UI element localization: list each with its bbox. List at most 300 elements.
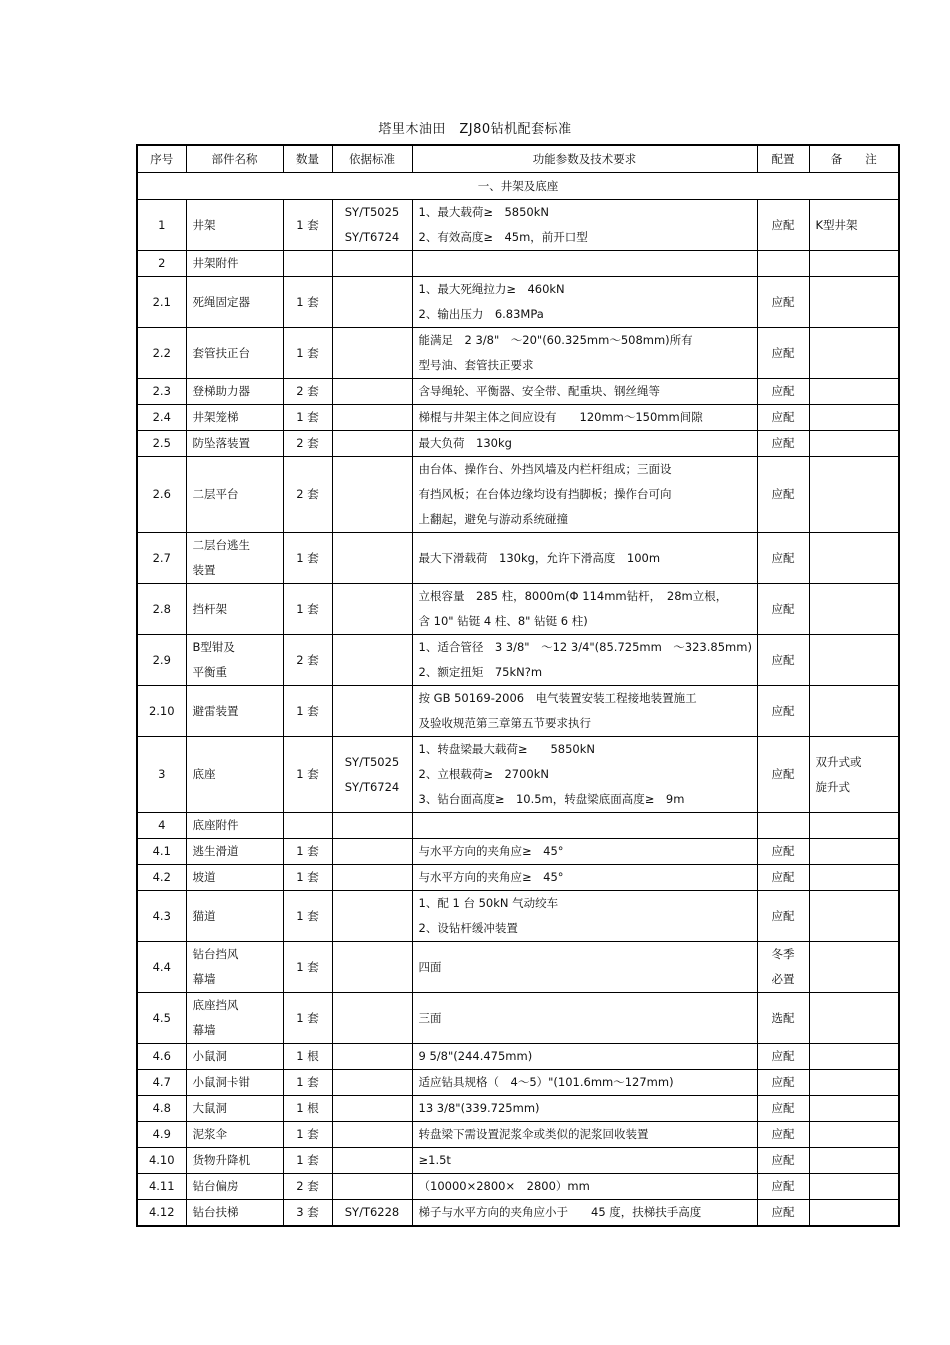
remarks [809, 379, 899, 405]
technical-requirements [412, 584, 757, 635]
table-row [137, 405, 899, 431]
part-name-line: 钻台偏房 [192, 1179, 239, 1193]
technical-requirements-line: 1、转盘梁最大载荷≥ 5850kN [418, 742, 595, 756]
section-row [137, 173, 899, 200]
standard [332, 813, 412, 839]
technical-requirements-line: 1、适合管径 3 3/8" ～12 3/4"(85.725mm ～323.85mm) [418, 640, 752, 654]
part-name-line: 避雷装置 [192, 703, 239, 718]
configuration [757, 942, 809, 993]
configuration [757, 251, 809, 277]
section-title: 一、井架及底座 [137, 173, 899, 200]
technical-requirements [412, 891, 757, 942]
configuration [757, 737, 809, 813]
table-row [137, 686, 899, 737]
configuration-line: 应配 [771, 550, 795, 565]
configuration [757, 813, 809, 839]
remarks [809, 635, 899, 686]
technical-requirements-line: 三面 [418, 1010, 442, 1025]
technical-requirements [412, 405, 757, 431]
configuration-line: 应配 [771, 844, 795, 858]
part-name [186, 1148, 283, 1174]
configuration-line: 应配 [771, 1075, 795, 1089]
part-name-line: 井架附件 [192, 256, 239, 270]
quantity: 1 套 [283, 405, 332, 431]
row-number: 2.1 [137, 277, 186, 328]
quantity: 1 套 [283, 1070, 332, 1096]
standard [332, 942, 412, 993]
quantity: 2 套 [283, 635, 332, 686]
technical-requirements [412, 533, 757, 584]
technical-requirements [412, 813, 757, 839]
technical-requirements-line: 2、输出压力 6.83MPa [418, 307, 544, 321]
header-part-name: 部件名称 [186, 145, 283, 173]
remarks [809, 1148, 899, 1174]
row-number: 2 [137, 251, 186, 277]
part-name [186, 200, 283, 251]
configuration-line: 应配 [771, 384, 795, 398]
technical-requirements-line: 梯棍与井架主体之间应设有 120mm～150mm间隙 [418, 410, 703, 424]
remarks-line: 旋升式 [815, 779, 850, 794]
configuration [757, 277, 809, 328]
technical-requirements-line: 能满足 2 3/8" ～20"(60.325mm～508mm)所有 [418, 333, 693, 347]
remarks [809, 431, 899, 457]
configuration [757, 1044, 809, 1070]
row-number: 2.7 [137, 533, 186, 584]
part-name [186, 686, 283, 737]
table-row [137, 328, 899, 379]
part-name [186, 813, 283, 839]
part-name-line: 货物升降机 [192, 1153, 250, 1167]
row-number: 2.5 [137, 431, 186, 457]
remarks [809, 405, 899, 431]
table-row [137, 457, 899, 533]
standard-line: SY/T6228 [344, 1205, 400, 1219]
technical-requirements [412, 431, 757, 457]
quantity: 1 根 [283, 1044, 332, 1070]
configuration-line: 应配 [771, 345, 795, 360]
remarks [809, 251, 899, 277]
table-row [137, 251, 899, 277]
configuration [757, 1174, 809, 1200]
remarks [809, 737, 899, 813]
technical-requirements-line: 2、设钻杆缓冲装置 [418, 921, 518, 935]
technical-requirements-line: 含 10" 钻铤 4 柱、8" 钻铤 6 柱) [418, 614, 588, 628]
row-number: 4.5 [137, 993, 186, 1044]
row-number: 4.4 [137, 942, 186, 993]
technical-requirements-line: 9 5/8"(244.475mm) [418, 1049, 533, 1063]
technical-requirements [412, 457, 757, 533]
row-number: 2.2 [137, 328, 186, 379]
configuration-line: 应配 [771, 1153, 795, 1167]
configuration-line: 应配 [771, 1127, 795, 1141]
technical-requirements-line: 转盘梁下需设置泥浆伞或类似的泥浆回收装置 [418, 1127, 649, 1141]
part-name [186, 1044, 283, 1070]
part-name-line: 小鼠洞卡钳 [192, 1075, 250, 1089]
table-row [137, 839, 899, 865]
technical-requirements-line: 立根容量 285 柱，8000m(Φ 114mm钻杆， 28m立根， [418, 589, 728, 603]
header-no: 序号 [137, 145, 186, 173]
quantity: 2 套 [283, 1174, 332, 1200]
part-name [186, 891, 283, 942]
remarks [809, 1174, 899, 1200]
configuration-line: 应配 [771, 410, 795, 424]
standard [332, 1122, 412, 1148]
table-row [137, 533, 899, 584]
technical-requirements [412, 1148, 757, 1174]
configuration-line: 应配 [771, 436, 795, 450]
table-row [137, 277, 899, 328]
row-number: 4.10 [137, 1148, 186, 1174]
table-row [137, 1044, 899, 1070]
standard [332, 993, 412, 1044]
part-name-line: 底座附件 [192, 818, 239, 832]
part-name-line: 二层台逃生 [192, 538, 250, 552]
part-name-line: 套管扶正台 [192, 345, 250, 360]
standard [332, 891, 412, 942]
part-name [186, 379, 283, 405]
configuration-line: 应配 [771, 217, 795, 232]
quantity: 1 套 [283, 942, 332, 993]
part-name-line: 幕墙 [192, 1023, 216, 1037]
technical-requirements [412, 942, 757, 993]
technical-requirements [412, 251, 757, 277]
technical-requirements [412, 686, 757, 737]
part-name [186, 431, 283, 457]
technical-requirements [412, 635, 757, 686]
technical-requirements [412, 1200, 757, 1227]
configuration [757, 635, 809, 686]
part-name-line: 大鼠洞 [192, 1101, 227, 1115]
part-name [186, 533, 283, 584]
spec-table [136, 144, 900, 1227]
quantity [283, 813, 332, 839]
technical-requirements-line: 型号油、套管扶正要求 [418, 358, 534, 372]
part-name [186, 277, 283, 328]
technical-requirements-line: 上翻起，避免与游动系统碰撞 [418, 512, 568, 526]
part-name [186, 457, 283, 533]
technical-requirements [412, 839, 757, 865]
part-name [186, 942, 283, 993]
part-name-line: 井架笼梯 [192, 410, 239, 424]
standard [332, 405, 412, 431]
part-name [186, 865, 283, 891]
technical-requirements [412, 1070, 757, 1096]
remarks-line: K型井架 [815, 217, 858, 232]
part-name [186, 993, 283, 1044]
technical-requirements [412, 865, 757, 891]
table-row [137, 737, 899, 813]
part-name-line: 井架 [192, 217, 216, 232]
part-name-line: 死绳固定器 [192, 294, 250, 309]
remarks [809, 1096, 899, 1122]
quantity: 1 套 [283, 839, 332, 865]
technical-requirements-line: 最大负荷 130kg [418, 436, 512, 450]
part-name-line: 幕墙 [192, 972, 216, 986]
technical-requirements-line: 适应钻具规格（ 4～5）"(101.6mm～127mm) [418, 1075, 674, 1089]
part-name-line: 底座 [192, 767, 216, 781]
part-name [186, 839, 283, 865]
configuration-line: 应配 [771, 767, 795, 781]
document-title: 塔里木油田 ZJ80钻机配套标准 [378, 122, 572, 137]
technical-requirements-line: 与水平方向的夹角应≥ 45° [418, 870, 564, 884]
header-configuration: 配置 [757, 145, 809, 173]
table-row [137, 200, 899, 251]
technical-requirements-line: 2、有效高度≥ 45m，前开口型 [418, 230, 588, 244]
technical-requirements-line: 含导绳轮、平衡器、安全带、配重块、钢丝绳等 [418, 384, 660, 398]
technical-requirements-line: 1、配 1 台 50kN 气动绞车 [418, 896, 559, 910]
standard [332, 1174, 412, 1200]
part-name-line: 小鼠洞 [192, 1049, 227, 1063]
configuration [757, 686, 809, 737]
part-name [186, 1200, 283, 1227]
quantity: 1 套 [283, 1122, 332, 1148]
part-name-line: 钻台扶梯 [192, 1205, 239, 1219]
quantity [283, 251, 332, 277]
technical-requirements-line: 梯子与水平方向的夹角应小于 45 度，扶梯扶手高度 [418, 1205, 702, 1219]
row-number: 1 [137, 200, 186, 251]
part-name-line: 逃生滑道 [192, 844, 239, 858]
part-name [186, 737, 283, 813]
configuration-line: 应配 [771, 908, 795, 923]
remarks [809, 686, 899, 737]
part-name [186, 635, 283, 686]
part-name-line: 防坠落装置 [192, 436, 250, 450]
quantity: 1 套 [283, 584, 332, 635]
technical-requirements-line: 1、最大死绳拉力≥ 460kN [418, 282, 565, 296]
quantity: 1 套 [283, 891, 332, 942]
row-number: 2.9 [137, 635, 186, 686]
technical-requirements-line: 由台体、操作台、外挡风墙及内栏杆组成；三面设 [418, 462, 672, 476]
remarks [809, 942, 899, 993]
table-row [137, 379, 899, 405]
configuration-line: 应配 [771, 1205, 795, 1219]
standard-line: SY/T6724 [344, 779, 400, 794]
part-name-line: 泥浆伞 [192, 1127, 227, 1141]
table-header-row [137, 145, 899, 173]
configuration-line: 应配 [771, 1049, 795, 1063]
row-number: 2.4 [137, 405, 186, 431]
configuration-line: 应配 [771, 870, 795, 884]
technical-requirements-line: 四面 [418, 959, 442, 974]
standard-line: SY/T5025 [344, 754, 400, 769]
standard [332, 533, 412, 584]
configuration [757, 839, 809, 865]
technical-requirements [412, 1044, 757, 1070]
technical-requirements-line: 2、立根载荷≥ 2700kN [418, 767, 549, 781]
quantity: 1 根 [283, 1096, 332, 1122]
table-row [137, 865, 899, 891]
configuration [757, 533, 809, 584]
quantity: 1 套 [283, 1148, 332, 1174]
technical-requirements [412, 277, 757, 328]
technical-requirements-line: 13 3/8"(339.725mm) [418, 1101, 540, 1115]
quantity: 2 套 [283, 431, 332, 457]
quantity: 2 套 [283, 379, 332, 405]
standard-line: SY/T5025 [344, 205, 400, 219]
configuration [757, 200, 809, 251]
part-name-line: 钻台挡风 [192, 947, 239, 961]
part-name [186, 328, 283, 379]
table-row [137, 942, 899, 993]
configuration [757, 457, 809, 533]
row-number: 4.7 [137, 1070, 186, 1096]
row-number: 2.10 [137, 686, 186, 737]
quantity: 1 套 [283, 993, 332, 1044]
configuration-line: 应配 [771, 1179, 795, 1193]
configuration-line: 选配 [771, 1010, 795, 1025]
table-row [137, 584, 899, 635]
standard [332, 457, 412, 533]
row-number: 2.8 [137, 584, 186, 635]
part-name-line: 登梯助力器 [192, 384, 250, 398]
remarks [809, 457, 899, 533]
table-row [137, 1174, 899, 1200]
part-name-line: 装置 [192, 563, 216, 577]
quantity: 1 套 [283, 328, 332, 379]
configuration [757, 584, 809, 635]
technical-requirements [412, 1122, 757, 1148]
configuration-line: 冬季 [771, 947, 795, 961]
table-row [137, 1122, 899, 1148]
standard [332, 200, 412, 251]
standard [332, 584, 412, 635]
standard [332, 1070, 412, 1096]
row-number: 4.2 [137, 865, 186, 891]
table-row [137, 891, 899, 942]
technical-requirements-line: 最大下滑载荷 130kg，允许下滑高度 100m [418, 550, 661, 565]
configuration-line: 应配 [771, 1101, 795, 1115]
quantity: 1 套 [283, 200, 332, 251]
row-number: 2.6 [137, 457, 186, 533]
table-row [137, 1070, 899, 1096]
technical-requirements-line: 3、钻台面高度≥ 10.5m，转盘梁底面高度≥ 9m [418, 792, 685, 806]
technical-requirements-line: 及验收规范第三章第五节要求执行 [418, 716, 591, 730]
row-number: 4.9 [137, 1122, 186, 1148]
standard [332, 1148, 412, 1174]
technical-requirements-line: 与水平方向的夹角应≥ 45° [418, 844, 564, 858]
remarks [809, 584, 899, 635]
configuration-line: 应配 [771, 601, 795, 616]
standard [332, 686, 412, 737]
part-name [186, 1174, 283, 1200]
part-name-line: 底座挡风 [192, 998, 239, 1012]
table-row [137, 1148, 899, 1174]
standard [332, 328, 412, 379]
configuration [757, 1096, 809, 1122]
technical-requirements [412, 200, 757, 251]
remarks [809, 1122, 899, 1148]
standard [332, 277, 412, 328]
technical-requirements [412, 328, 757, 379]
remarks [809, 891, 899, 942]
header-technical-requirements: 功能参数及技术要求 [412, 145, 757, 173]
part-name-line: 二层平台 [192, 487, 239, 501]
standard [332, 1044, 412, 1070]
part-name-line: 坡道 [192, 870, 216, 884]
remarks [809, 1044, 899, 1070]
remarks [809, 1070, 899, 1096]
standard [332, 635, 412, 686]
technical-requirements [412, 1096, 757, 1122]
technical-requirements [412, 993, 757, 1044]
configuration-line: 应配 [771, 703, 795, 718]
row-number: 4.1 [137, 839, 186, 865]
header-remarks: 备 注 [809, 145, 899, 173]
row-number: 4.12 [137, 1200, 186, 1227]
part-name [186, 1122, 283, 1148]
table-row [137, 635, 899, 686]
configuration [757, 405, 809, 431]
part-name-line: 挡杆架 [192, 601, 227, 616]
part-name [186, 584, 283, 635]
configuration [757, 1122, 809, 1148]
technical-requirements-line: ≥1.5t [418, 1153, 451, 1167]
table-row [137, 813, 899, 839]
technical-requirements-line: 1、最大载荷≥ 5850kN [418, 205, 549, 219]
standard [332, 839, 412, 865]
table-row [137, 431, 899, 457]
part-name-line: 平衡重 [192, 665, 227, 679]
part-name-line: 猫道 [192, 908, 216, 923]
configuration-line: 应配 [771, 652, 795, 667]
part-name [186, 405, 283, 431]
configuration [757, 431, 809, 457]
technical-requirements-line: 有挡风板；在台体边缘均设有挡脚板；操作台可向 [418, 487, 672, 501]
remarks [809, 865, 899, 891]
configuration [757, 1148, 809, 1174]
standard [332, 1200, 412, 1227]
configuration [757, 993, 809, 1044]
table-row [137, 1096, 899, 1122]
standard [332, 737, 412, 813]
remarks [809, 328, 899, 379]
part-name-line: B型钳及 [192, 640, 235, 654]
configuration [757, 1070, 809, 1096]
quantity: 1 套 [283, 865, 332, 891]
configuration [757, 379, 809, 405]
quantity: 1 套 [283, 277, 332, 328]
technical-requirements-line: （10000×2800× 2800）mm [418, 1179, 590, 1193]
remarks [809, 839, 899, 865]
quantity: 1 套 [283, 533, 332, 584]
technical-requirements [412, 1174, 757, 1200]
header-standard: 依据标准 [332, 145, 412, 173]
row-number: 2.3 [137, 379, 186, 405]
remarks [809, 813, 899, 839]
row-number: 4.11 [137, 1174, 186, 1200]
technical-requirements-line: 按 GB 50169-2006 电气装置安装工程接地装置施工 [418, 691, 697, 705]
remarks [809, 277, 899, 328]
remarks-line: 双升式或 [815, 754, 862, 769]
standard-line: SY/T6724 [344, 230, 400, 244]
row-number: 4 [137, 813, 186, 839]
row-number: 4.3 [137, 891, 186, 942]
technical-requirements [412, 737, 757, 813]
row-number: 3 [137, 737, 186, 813]
configuration-line: 必置 [771, 972, 795, 986]
standard [332, 865, 412, 891]
configuration [757, 328, 809, 379]
table-row [137, 1200, 899, 1227]
header-quantity: 数量 [283, 145, 332, 173]
part-name [186, 1096, 283, 1122]
part-name [186, 1070, 283, 1096]
quantity: 1 套 [283, 737, 332, 813]
quantity: 2 套 [283, 457, 332, 533]
standard [332, 379, 412, 405]
row-number: 4.6 [137, 1044, 186, 1070]
configuration-line: 应配 [771, 487, 795, 501]
